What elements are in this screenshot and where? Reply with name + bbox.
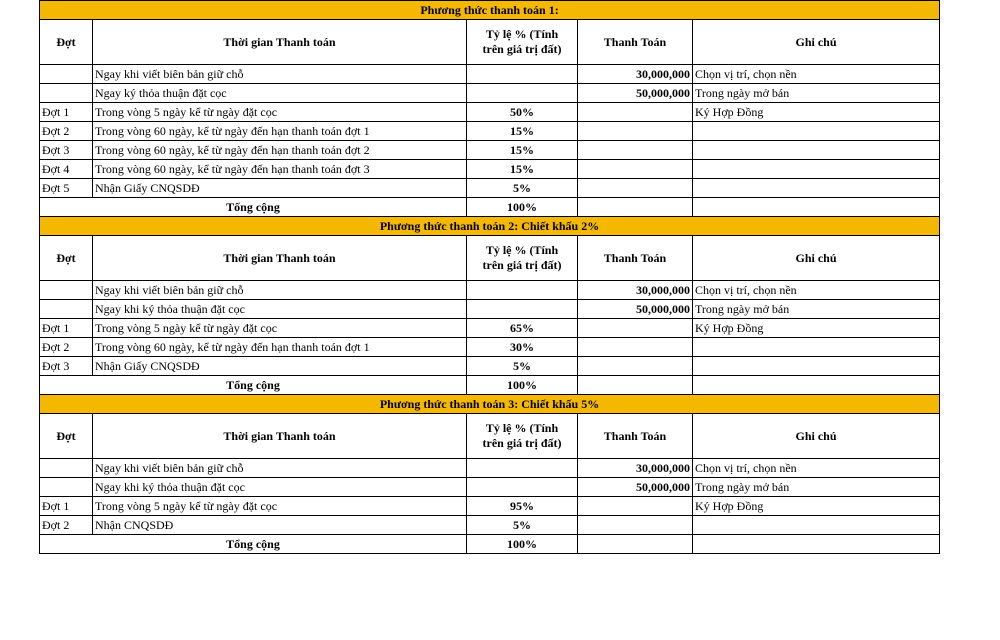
payment-time-cell: Ngay ký thỏa thuận đặt cọc <box>93 84 467 103</box>
stage-cell: Đợt 2 <box>40 338 93 357</box>
total-label: Tổng cộng <box>40 535 467 554</box>
amount-cell <box>578 160 693 179</box>
total-amount <box>578 376 693 395</box>
amount-cell <box>578 179 693 198</box>
table-row <box>40 122 940 141</box>
table-row <box>40 459 940 478</box>
payment-time-cell: Trong vòng 60 ngày, kể từ ngày đến hạn thanh toán đợt 3 <box>93 160 467 179</box>
header-rate <box>467 414 578 459</box>
note-cell <box>693 122 940 141</box>
table-row <box>40 84 940 103</box>
plan-title-row <box>40 217 940 236</box>
note-cell <box>693 338 940 357</box>
plan-title: Phương thức thanh toán 1: <box>40 1 940 20</box>
table-row <box>40 478 940 497</box>
payment-time-cell: Nhận Giấy CNQSDĐ <box>93 357 467 376</box>
amount-cell: 30,000,000 <box>578 281 693 300</box>
table-row <box>40 160 940 179</box>
total-amount <box>578 198 693 217</box>
header-payment-time: Thời gian Thanh toán <box>93 236 467 281</box>
payment-time-cell: Trong vòng 5 ngày kể từ ngày đặt cọc <box>93 319 467 338</box>
note-cell: Ký Hợp Đồng <box>693 319 940 338</box>
rate-cell <box>467 478 578 497</box>
rate-cell <box>467 300 578 319</box>
amount-cell: 30,000,000 <box>578 65 693 84</box>
amount-cell <box>578 122 693 141</box>
payment-time-cell: Nhận CNQSDĐ <box>93 516 467 535</box>
header-rate-line2: trên giá trị đất) <box>482 436 562 450</box>
stage-cell <box>40 84 93 103</box>
amount-cell <box>578 319 693 338</box>
note-cell: Trong ngày mở bán <box>693 478 940 497</box>
rate-cell <box>467 84 578 103</box>
header-note: Ghi chú <box>693 20 940 65</box>
payment-time-cell: Trong vòng 60 ngày, kể từ ngày đến hạn thanh toán đợt 1 <box>93 338 467 357</box>
plan-title-row <box>40 1 940 20</box>
plan-title: Phương thức thanh toán 2: Chiết khấu 2% <box>40 217 940 236</box>
stage-cell <box>40 65 93 84</box>
rate-cell: 15% <box>467 160 578 179</box>
header-amount: Thanh Toán <box>578 20 693 65</box>
rate-cell: 5% <box>467 357 578 376</box>
amount-cell <box>578 497 693 516</box>
rate-cell: 5% <box>467 516 578 535</box>
rate-cell: 95% <box>467 497 578 516</box>
stage-cell: Đợt 3 <box>40 357 93 376</box>
stage-cell: Đợt 4 <box>40 160 93 179</box>
rate-cell <box>467 65 578 84</box>
rate-cell <box>467 459 578 478</box>
payment-time-cell: Ngay khi viết biên bản giữ chỗ <box>93 281 467 300</box>
rate-cell <box>467 281 578 300</box>
payment-time-cell: Trong vòng 5 ngày kể từ ngày đặt cọc <box>93 497 467 516</box>
stage-cell: Đợt 5 <box>40 179 93 198</box>
note-cell: Chọn vị trí, chọn nền <box>693 281 940 300</box>
total-row <box>40 198 940 217</box>
header-rate <box>467 236 578 281</box>
amount-cell <box>578 141 693 160</box>
note-cell <box>693 141 940 160</box>
header-rate <box>467 20 578 65</box>
table-row <box>40 516 940 535</box>
column-header-row <box>40 236 940 281</box>
stage-cell: Đợt 2 <box>40 122 93 141</box>
payment-time-cell: Nhận Giấy CNQSDĐ <box>93 179 467 198</box>
amount-cell: 50,000,000 <box>578 84 693 103</box>
total-note <box>693 535 940 554</box>
total-row <box>40 376 940 395</box>
total-note <box>693 198 940 217</box>
payment-time-cell: Ngay khi viết biên bản giữ chỗ <box>93 65 467 84</box>
payment-time-cell: Trong vòng 60 ngày, kể từ ngày đến hạn thanh toán đợt 2 <box>93 141 467 160</box>
column-header-row <box>40 20 940 65</box>
table-row <box>40 141 940 160</box>
column-header-row <box>40 414 940 459</box>
stage-cell <box>40 478 93 497</box>
rate-cell: 15% <box>467 141 578 160</box>
header-payment-time: Thời gian Thanh toán <box>93 414 467 459</box>
table-row <box>40 497 940 516</box>
total-row <box>40 535 940 554</box>
header-amount: Thanh Toán <box>578 236 693 281</box>
table-row <box>40 300 940 319</box>
stage-cell: Đợt 1 <box>40 103 93 122</box>
table-row <box>40 179 940 198</box>
note-cell <box>693 179 940 198</box>
header-note: Ghi chú <box>693 236 940 281</box>
stage-cell: Đợt 1 <box>40 319 93 338</box>
header-rate-line2: trên giá trị đất) <box>482 42 562 56</box>
header-rate-line2: trên giá trị đất) <box>482 258 562 272</box>
payment-schedule-sheet <box>39 0 939 554</box>
rate-cell: 5% <box>467 179 578 198</box>
stage-cell: Đợt 1 <box>40 497 93 516</box>
stage-cell: Đợt 2 <box>40 516 93 535</box>
payment-time-cell: Ngay khi ký thỏa thuận đặt cọc <box>93 300 467 319</box>
table-row <box>40 319 940 338</box>
total-rate: 100% <box>467 376 578 395</box>
header-rate-line1: Tỷ lệ % (Tính <box>485 421 559 435</box>
plan-title-row <box>40 395 940 414</box>
stage-cell: Đợt 3 <box>40 141 93 160</box>
table-row <box>40 357 940 376</box>
stage-cell <box>40 300 93 319</box>
table-row <box>40 338 940 357</box>
note-cell: Trong ngày mở bán <box>693 300 940 319</box>
rate-cell: 50% <box>467 103 578 122</box>
amount-cell: 50,000,000 <box>578 478 693 497</box>
rate-cell: 15% <box>467 122 578 141</box>
note-cell: Ký Hợp Đồng <box>693 103 940 122</box>
header-rate-line1: Tỷ lệ % (Tính <box>485 27 559 41</box>
payment-time-cell: Ngay khi ký thỏa thuận đặt cọc <box>93 478 467 497</box>
plan-title: Phương thức thanh toán 3: Chiết khấu 5% <box>40 395 940 414</box>
total-note <box>693 376 940 395</box>
total-label: Tổng cộng <box>40 376 467 395</box>
total-rate: 100% <box>467 535 578 554</box>
note-cell: Chọn vị trí, chọn nền <box>693 459 940 478</box>
stage-cell <box>40 459 93 478</box>
header-payment-time: Thời gian Thanh toán <box>93 20 467 65</box>
header-stage: Đợt <box>40 414 93 459</box>
payment-schedule-table <box>39 0 940 554</box>
amount-cell <box>578 338 693 357</box>
note-cell <box>693 357 940 376</box>
header-note: Ghi chú <box>693 414 940 459</box>
stage-cell <box>40 281 93 300</box>
total-label: Tổng cộng <box>40 198 467 217</box>
note-cell: Chọn vị trí, chọn nền <box>693 65 940 84</box>
header-rate-line1: Tỷ lệ % (Tính <box>485 243 559 257</box>
table-row <box>40 103 940 122</box>
table-row <box>40 65 940 84</box>
note-cell <box>693 160 940 179</box>
payment-time-cell: Ngay khi viết biên bản giữ chỗ <box>93 459 467 478</box>
header-stage: Đợt <box>40 236 93 281</box>
header-stage: Đợt <box>40 20 93 65</box>
note-cell: Ký Hợp Đồng <box>693 497 940 516</box>
rate-cell: 65% <box>467 319 578 338</box>
amount-cell <box>578 516 693 535</box>
note-cell <box>693 516 940 535</box>
amount-cell: 50,000,000 <box>578 300 693 319</box>
note-cell: Trong ngày mở bán <box>693 84 940 103</box>
table-row <box>40 281 940 300</box>
total-amount <box>578 535 693 554</box>
total-rate: 100% <box>467 198 578 217</box>
rate-cell: 30% <box>467 338 578 357</box>
header-amount: Thanh Toán <box>578 414 693 459</box>
payment-schedule-body <box>40 1 940 554</box>
amount-cell <box>578 357 693 376</box>
payment-time-cell: Trong vòng 60 ngày, kể từ ngày đến hạn thanh toán đợt 1 <box>93 122 467 141</box>
amount-cell: 30,000,000 <box>578 459 693 478</box>
amount-cell <box>578 103 693 122</box>
payment-time-cell: Trong vòng 5 ngày kể từ ngày đặt cọc <box>93 103 467 122</box>
